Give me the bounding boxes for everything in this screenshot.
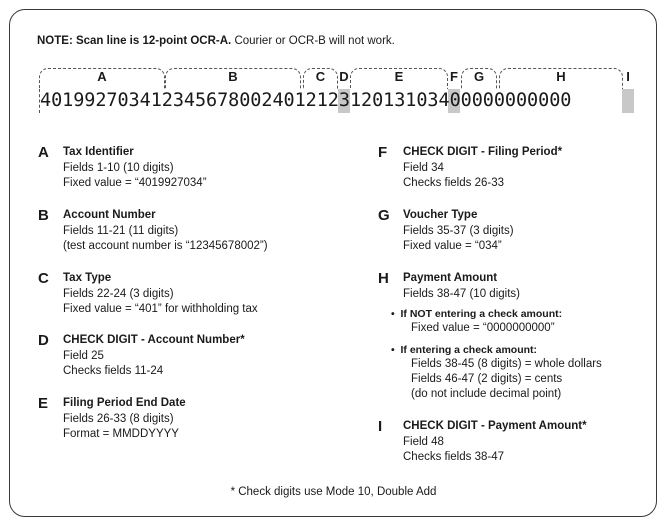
bullet-line: (do not include decimal point) [411, 388, 562, 400]
item-title: CHECK DIGIT - Payment Amount* [403, 420, 587, 432]
bullet-line: Fields 38-45 (8 digits) = whole dollars [411, 358, 602, 370]
item-line: Checks fields 11-24 [63, 365, 164, 377]
item-letter: H [378, 270, 389, 287]
item-title: Voucher Type [403, 209, 478, 221]
item-letter: B [38, 207, 49, 224]
item-title: Account Number [63, 209, 156, 221]
item-line: Fixed value = “401” for withholding tax [63, 303, 258, 315]
item-line: Fields 11-21 (11 digits) [63, 225, 179, 237]
item-line: Field 25 [63, 350, 104, 362]
segment-a-label: A [97, 69, 107, 84]
item-line: Field 34 [403, 162, 444, 174]
item-line: (test account number is “12345678002”) [63, 240, 268, 252]
footnote: * Check digits use Mode 10, Double Add [230, 486, 437, 498]
segment-h-label: H [556, 69, 566, 84]
segment-c-label: C [315, 69, 326, 84]
bullet-head-text: If NOT entering a check amount: [400, 308, 563, 320]
segment-g-label: G [473, 69, 485, 84]
item-line: Format = MMDDYYYY [63, 428, 179, 440]
item-letter: D [38, 332, 49, 349]
scan-segment-d: 2 [305, 90, 317, 111]
segment-b-label: B [228, 69, 238, 84]
scan-segment-g: 034 [416, 90, 450, 111]
scan-segment-a: 4019927034 [40, 90, 151, 111]
bullet-head-no-amount: • If NOT entering a check amount: [391, 308, 563, 320]
item-title: Filing Period End Date [63, 397, 186, 409]
item-line: Fields 35-37 (3 digits) [403, 225, 514, 237]
item-line: Field 48 [403, 436, 444, 448]
item-line: Fields 38-47 (10 digits) [403, 288, 520, 300]
item-line: Checks fields 26-33 [403, 177, 504, 189]
item-letter: G [378, 207, 390, 224]
scan-segment-b: 12345678002 [150, 90, 273, 111]
bullet-line: Fields 46-47 (2 digits) = cents [411, 373, 563, 385]
item-title: CHECK DIGIT - Account Number* [63, 334, 245, 346]
item-letter: C [38, 270, 49, 287]
item-letter: A [38, 144, 49, 161]
note-bold: NOTE: Scan line is 12-point OCR-A. [37, 35, 232, 47]
item-letter: E [38, 395, 49, 412]
item-title: Tax Type [63, 272, 112, 284]
scan-segment-h: 0000000000 [449, 90, 561, 111]
segment-d-label: D [339, 69, 349, 84]
item-title: Payment Amount [403, 272, 498, 284]
scan-line [40, 88, 640, 114]
item-line: Fields 1-10 (10 digits) [63, 162, 174, 174]
item-line: Checks fields 38-47 [403, 451, 504, 463]
scan-segment-e: 12312013 [316, 90, 406, 111]
item-line: Fields 22-24 (3 digits) [63, 288, 174, 300]
bullet-head-text: If entering a check amount: [400, 344, 538, 356]
bullet-line: Fixed value = “0000000000” [411, 322, 555, 334]
scan-segment-f: 1 [405, 90, 417, 111]
item-title: Tax Identifier [63, 146, 134, 158]
item-line: Fields 26-33 (8 digits) [63, 413, 174, 425]
segment-f-label: F [450, 69, 458, 84]
bullet-head-with-amount: • If entering a check amount: [391, 344, 538, 356]
segment-e-label: E [394, 69, 404, 84]
item-letter: F [378, 144, 388, 161]
item-title: CHECK DIGIT - Filing Period* [403, 146, 563, 158]
item-letter: I [378, 418, 383, 435]
item-line: Fixed value = “4019927034” [63, 177, 207, 189]
scan-segment-i: 0 [560, 90, 572, 111]
item-line: Fixed value = “034” [403, 240, 502, 252]
note-rest: Courier or OCR-B will not work. [231, 35, 395, 47]
scan-segment-c: 401 [272, 90, 306, 111]
note [37, 35, 395, 47]
segment-i-label: I [626, 69, 630, 84]
